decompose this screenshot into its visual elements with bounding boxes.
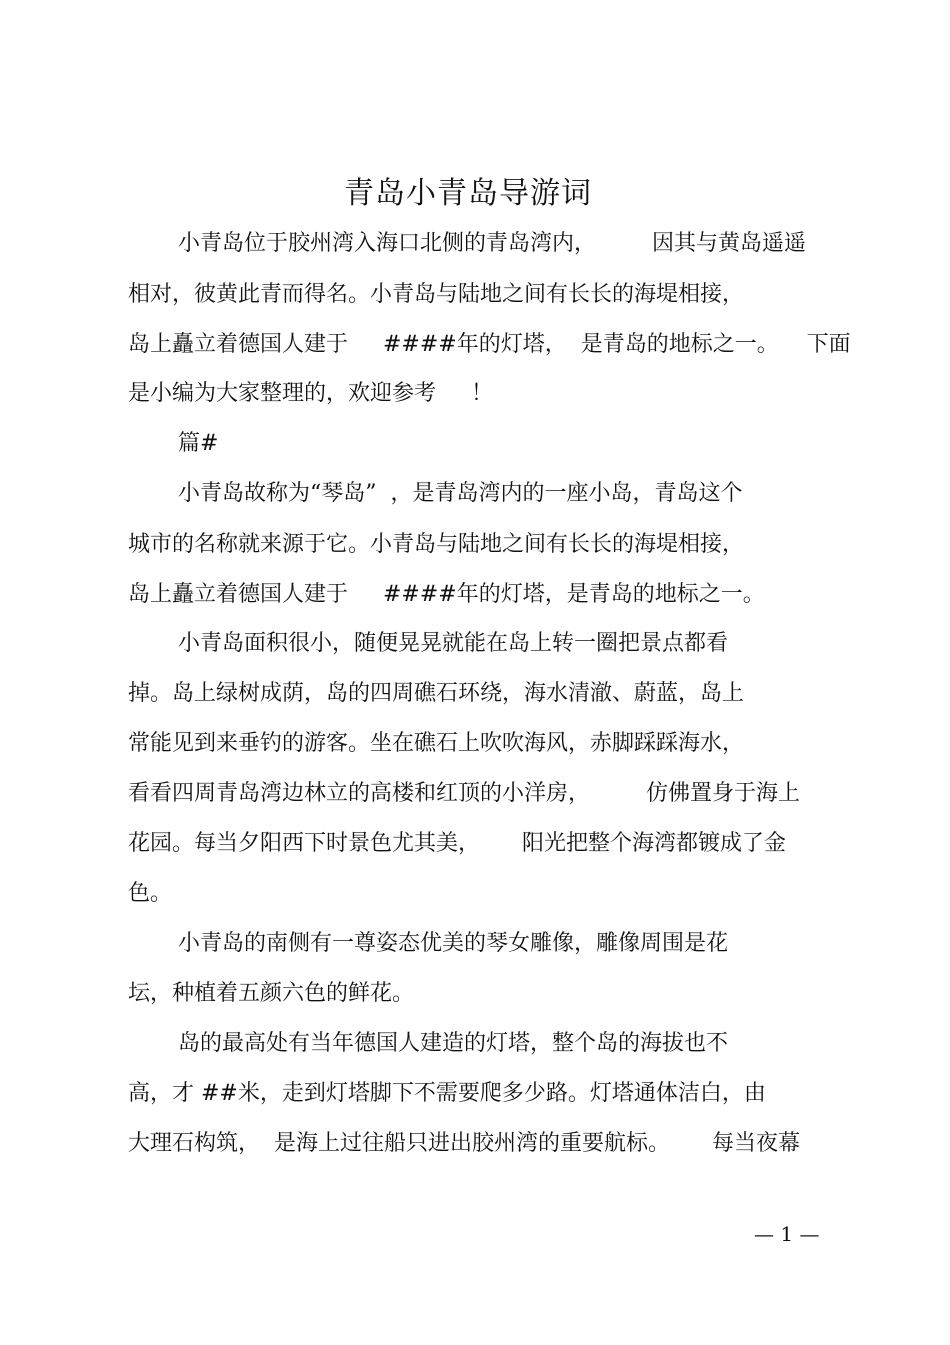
body-line: 坛，种植着五颜六色的鲜花。 [128, 981, 415, 1006]
body-line: 高，才 ##米，走到灯塔脚下不需要爬多少路。灯塔通体洁白，由 [128, 1081, 766, 1106]
body-line: 色。 [128, 881, 173, 906]
body-line: 岛上矗立着德国人建于 ####年的灯塔，是青岛的地标之一。 [128, 582, 765, 607]
body-line: 常能见到来垂钓的游客。坐在礁石上吹吹海风，赤脚踩踩海水， [128, 731, 745, 756]
body-line: 是小编为大家整理的，欢迎参考 ！ [128, 381, 493, 406]
body-line: 小青岛面积很小，随便晃晃就能在岛上转一圈把景点都看 [178, 631, 729, 656]
page-number: — 1 — [754, 1222, 820, 1246]
body-line: 岛上矗立着德国人建于 ####年的灯塔， 是青岛的地标之一。 下面 [128, 332, 851, 357]
body-line: 看看四周青岛湾边林立的高楼和红顶的小洋房， 仿佛置身于海上 [128, 781, 800, 806]
body-line: 城市的名称就来源于它。小青岛与陆地之间有长长的海堤相接， [128, 532, 745, 557]
body-line: 小青岛位于胶州湾入海口北侧的青岛湾内， 因其与黄岛遥遥 [178, 231, 806, 256]
document-title: 青岛小青岛导游词 [344, 176, 592, 211]
body-line: 小青岛故称为“琴岛” ，是青岛湾内的一座小岛，青岛这个 [178, 481, 743, 506]
body-line: 小青岛的南侧有一尊姿态优美的琴女雕像，雕像周围是花 [178, 931, 729, 956]
body-line: 相对，彼黄此青而得名。小青岛与陆地之间有长长的海堤相接， [128, 282, 745, 307]
section-heading: 篇# [178, 431, 219, 456]
body-line: 岛的最高处有当年德国人建造的灯塔，整个岛的海拔也不 [178, 1031, 729, 1056]
body-line: 大理石构筑， 是海上过往船只进出胶州湾的重要航标。 每当夜幕 [128, 1131, 800, 1156]
body-line: 掉。岛上绿树成荫，岛的四周礁石环绕，海水清澈、蔚蓝，岛上 [128, 681, 745, 706]
body-line: 花园。每当夕阳西下时景色尤其美， 阳光把整个海湾都镀成了金 [128, 831, 786, 856]
